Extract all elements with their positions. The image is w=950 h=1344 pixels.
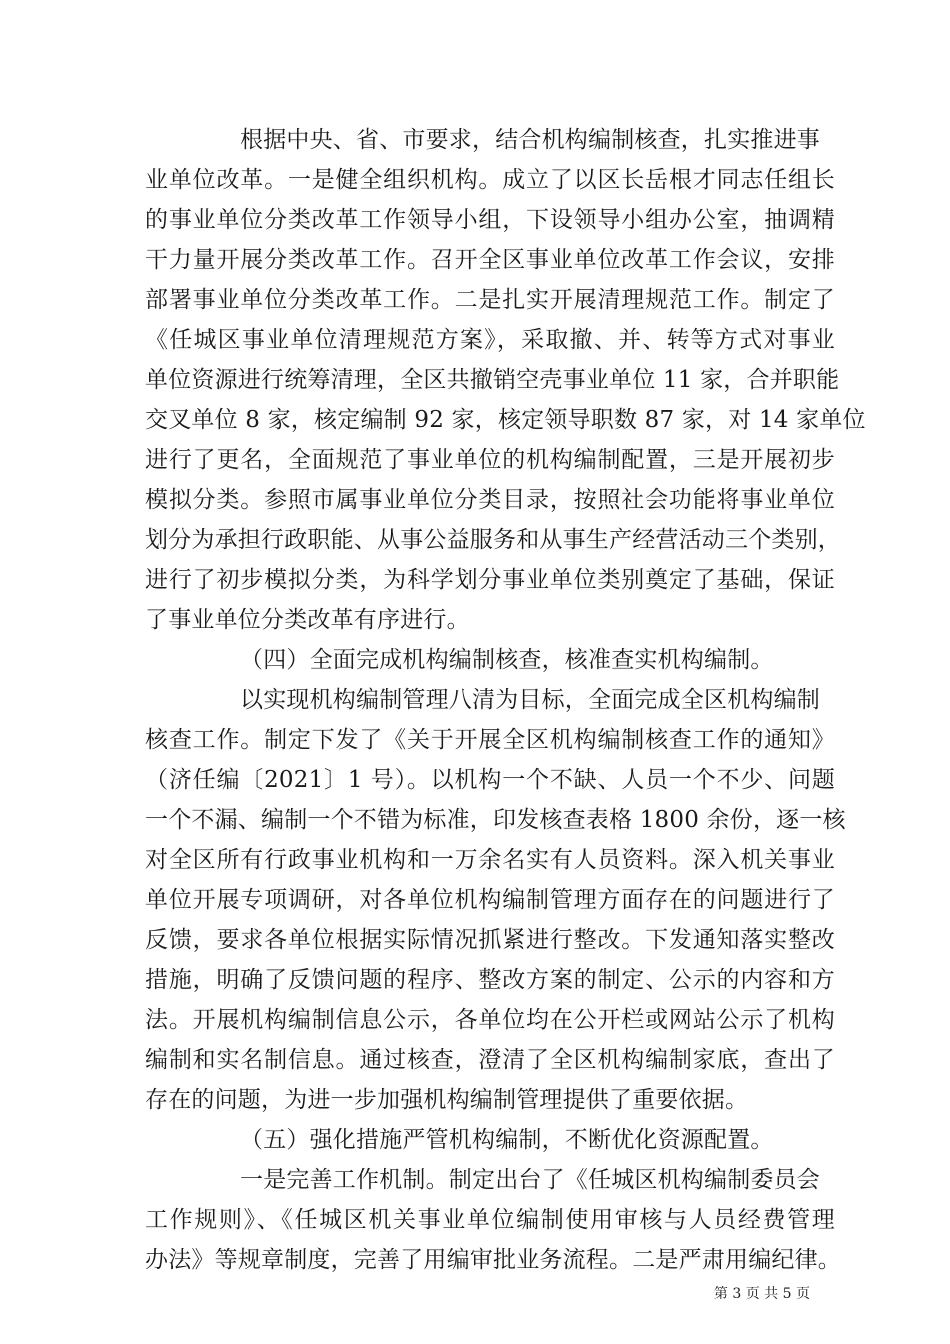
body-line: 反馈，要求各单位根据实际情况抓紧进行整改。下发通知落实整改 [145, 927, 835, 953]
body-line: 单位开展专项调研，对各单位机构编制管理方面存在的问题进行了 [145, 887, 835, 913]
body-line: 干力量开展分类改革工作。召开全区事业单位改革工作会议，安排 [145, 247, 835, 273]
body-line: 交叉单位 8 家，核定编制 92 家，核定领导职数 87 家，对 14 家单位 [145, 407, 866, 433]
body-line: 的事业单位分类改革工作领导小组，下设领导小组办公室，抽调精 [145, 207, 835, 233]
body-line: 一个不漏、编制一个不错为标准，印发核查表格 1800 余份，逐一核 [145, 807, 846, 833]
section-heading: （五）强化措施严管机构编制，不断优化资源配置。 [240, 1127, 774, 1153]
body-line: 一是完善工作机制。制定出台了《任城区机构编制委员会 [240, 1167, 820, 1193]
body-line: （济任编〔2021〕1 号）。以机构一个不缺、人员一个不少、问题 [145, 767, 835, 793]
page-number: 第 3 页 共 5 页 [713, 1286, 810, 1302]
body-line: 对全区所有行政事业机构和一万余名实有人员资料。深入机关事业 [145, 847, 835, 873]
body-line: 办法》等规章制度，完善了用编审批业务流程。二是严肃用编纪律。 [145, 1247, 841, 1273]
body-line: 进行了更名，全面规范了事业单位的机构编制配置，三是开展初步 [145, 447, 835, 473]
body-line: 《任城区事业单位清理规范方案》，采取撤、并、转等方式对事业 [145, 327, 835, 353]
body-line: 以实现机构编制管理八清为目标，全面完成全区机构编制 [240, 687, 820, 713]
body-line: 措施，明确了反馈问题的程序、整改方案的制定、公示的内容和方 [145, 967, 835, 993]
body-line: 划分为承担行政职能、从事公益服务和从事生产经营活动三个类别， [145, 527, 841, 553]
body-line: 工作规则》、《任城区机关事业单位编制使用审核与人员经费管理 [145, 1207, 835, 1233]
section-heading: （四）全面完成机构编制核查，核准查实机构编制。 [240, 647, 774, 673]
body-line: 单位资源进行统筹清理，全区共撤销空壳事业单位 11 家，合并职能 [145, 367, 840, 393]
body-line: 核查工作。制定下发了《关于开展全区机构编制核查工作的通知》 [145, 727, 835, 753]
body-line: 编制和实名制信息。通过核查，澄清了全区机构编制家底，查出了 [145, 1047, 835, 1073]
body-line: 业单位改革。一是健全组织机构。成立了以区长岳根才同志任组长 [145, 167, 835, 193]
body-line: 根据中央、省、市要求，结合机构编制核查，扎实推进事 [240, 127, 820, 153]
body-line: 进行了初步模拟分类，为科学划分事业单位类别奠定了基础，保证 [145, 567, 835, 593]
body-line: 存在的问题，为进一步加强机构编制管理提供了重要依据。 [145, 1087, 749, 1113]
body-line: 法。开展机构编制信息公示，各单位均在公开栏或网站公示了机构 [145, 1007, 835, 1033]
body-line: 部署事业单位分类改革工作。二是扎实开展清理规范工作。制定了 [145, 287, 835, 313]
body-line: 模拟分类。参照市属事业单位分类目录，按照社会功能将事业单位 [145, 487, 835, 513]
body-line: 了事业单位分类改革有序进行。 [145, 607, 470, 633]
